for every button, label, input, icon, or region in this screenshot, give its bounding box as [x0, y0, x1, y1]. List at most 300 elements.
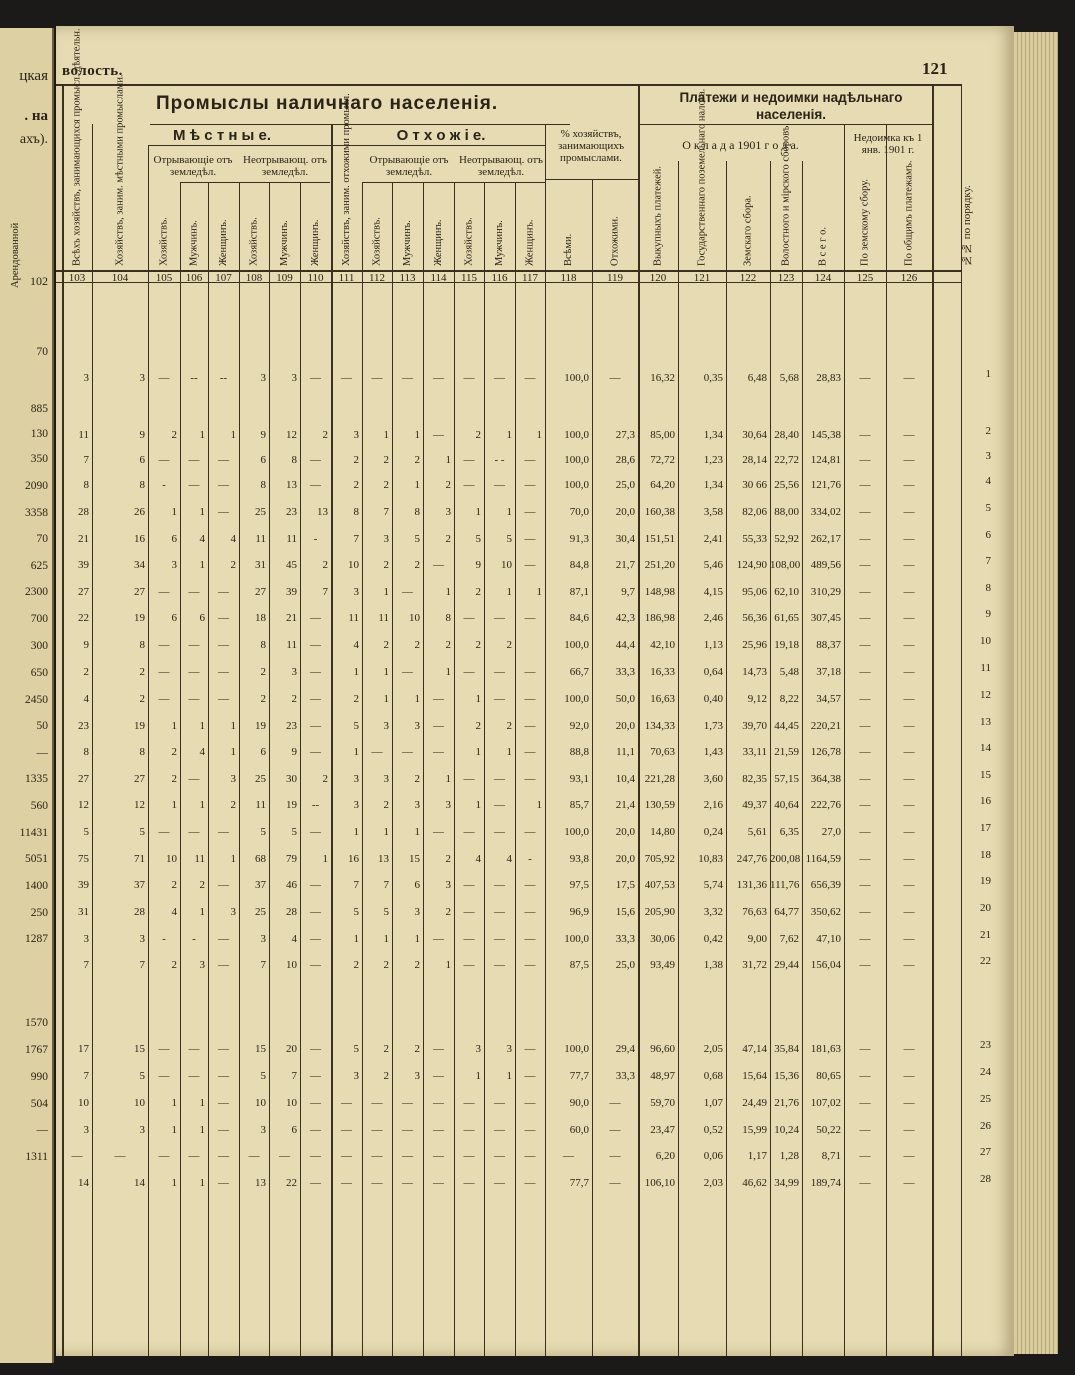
table-cell: — — [71, 1150, 83, 1162]
table-cell: — — [402, 1124, 413, 1136]
table-cell: — — [859, 533, 871, 545]
table-cell: 0,24 — [703, 826, 723, 838]
row-number: 22 — [980, 955, 991, 967]
table-cell: 15,99 — [742, 1124, 767, 1136]
table-cell: - - — [494, 454, 505, 466]
table-cell: 407,53 — [644, 879, 675, 891]
table-cell: 2 — [322, 773, 328, 785]
table-cell: — — [218, 506, 229, 518]
table-cell: — — [188, 454, 200, 466]
table-cell: 57,15 — [774, 773, 799, 785]
table-cell: 6 — [171, 612, 177, 624]
table-cell: — — [310, 454, 321, 466]
table-cell: — — [158, 1043, 170, 1055]
table-cell: 19 — [134, 612, 145, 624]
table-cell: -- — [190, 372, 198, 384]
table-row — [56, 716, 996, 734]
table-cell: — — [371, 372, 383, 384]
table-cell: 79 — [286, 853, 297, 865]
table-cell: 1,43 — [703, 746, 723, 758]
table-cell: — — [903, 586, 915, 598]
table-cell: 46 — [286, 879, 297, 891]
table-row — [56, 425, 996, 443]
row-number: 11 — [980, 662, 991, 674]
table-cell: 5,48 — [779, 666, 799, 678]
table-cell: 2 — [322, 559, 328, 571]
table-row — [56, 502, 996, 520]
table-cell: 1 — [383, 586, 389, 598]
table-cell: 21,59 — [774, 746, 799, 758]
table-cell: 1 — [445, 454, 451, 466]
table-cell: 1 — [506, 506, 512, 518]
table-cell: 39 — [78, 559, 89, 571]
title-main: Промыслы наличнаго населенія. — [156, 93, 499, 114]
table-cell: 1 — [414, 693, 420, 705]
table-cell: — — [524, 1150, 536, 1162]
column-rule — [886, 124, 887, 1356]
col-label-zhen: Женщинъ. — [218, 219, 229, 266]
table-cell: — — [433, 746, 444, 758]
local-heading: М ѣ с т н ы е. — [172, 127, 272, 144]
table-cell: 39,70 — [742, 720, 767, 732]
table-cell: — — [524, 559, 536, 571]
row-number: 20 — [980, 902, 991, 914]
table-cell: — — [494, 879, 505, 891]
table-cell: — — [859, 1150, 871, 1162]
table-cell: 1,23 — [703, 454, 723, 466]
table-cell: — — [310, 1097, 321, 1109]
table-cell: 1 — [506, 586, 512, 598]
table-cell: 8 — [139, 479, 145, 491]
table-cell: — — [158, 1150, 170, 1162]
table-cell: 52,92 — [774, 533, 799, 545]
header-rule-2 — [638, 124, 932, 125]
table-cell: 5 — [83, 826, 89, 838]
table-cell: 3 — [445, 799, 451, 811]
table-cell: 1 — [414, 429, 420, 441]
table-cell: 25,56 — [774, 479, 799, 491]
row-number: 25 — [980, 1093, 991, 1105]
table-cell: 7 — [291, 1070, 297, 1082]
table-cell: 44,45 — [774, 720, 799, 732]
table-row — [56, 368, 996, 386]
table-cell: 40,64 — [774, 799, 799, 811]
table-cell: — — [371, 1124, 383, 1136]
table-cell: — — [371, 746, 383, 758]
table-cell: 11,1 — [616, 746, 635, 758]
table-cell: 70,63 — [650, 746, 675, 758]
table-cell: 5 — [353, 1043, 359, 1055]
table-cell: 2,16 — [703, 799, 723, 811]
left-value: 1400 — [25, 880, 48, 892]
table-cell: 2 — [414, 639, 420, 651]
table-cell: 3 — [414, 720, 420, 732]
table-cell: — — [218, 479, 229, 491]
table-cell: — — [903, 1097, 915, 1109]
left-value: — — [36, 747, 48, 759]
table-cell: 251,20 — [644, 559, 675, 571]
table-cell: — — [248, 1150, 260, 1162]
table-cell: — — [609, 1177, 621, 1189]
table-cell: 9,12 — [747, 693, 767, 705]
table-cell: — — [218, 959, 229, 971]
left-value: 1570 — [25, 1017, 48, 1029]
table-cell: 1 — [171, 799, 177, 811]
column-number: 111 — [338, 272, 355, 284]
col-label-c111: Хозяйствъ, заним. отхожими промысл. — [341, 93, 352, 266]
table-cell: — — [903, 906, 915, 918]
table-cell: — — [494, 826, 505, 838]
row-number: 15 — [980, 769, 991, 781]
col-label-zhen: Женщинъ. — [433, 219, 444, 266]
table-cell: 6,20 — [655, 1150, 675, 1162]
table-cell: 13 — [317, 506, 328, 518]
table-cell: 1 — [506, 429, 512, 441]
table-cell: 7 — [353, 879, 359, 891]
table-cell: — — [371, 1150, 383, 1162]
table-cell: 0,06 — [703, 1150, 723, 1162]
table-cell: — — [310, 666, 321, 678]
table-cell: 28,14 — [742, 454, 767, 466]
table-cell: — — [218, 693, 229, 705]
table-row — [56, 955, 996, 973]
table-cell: 3 — [291, 666, 297, 678]
table-cell: - — [162, 479, 166, 491]
table-cell: 42,10 — [650, 639, 675, 651]
table-cell: — — [494, 479, 505, 491]
table-cell: 2 — [445, 906, 451, 918]
table-cell: 3 — [383, 720, 389, 732]
table-cell: 3,58 — [703, 506, 723, 518]
table-cell: 307,45 — [810, 612, 841, 624]
col-label-c122: Земскаго сбора. — [742, 195, 754, 266]
row-number: 14 — [980, 742, 991, 754]
table-cell: 14 — [78, 1177, 89, 1189]
column-number: 118 — [560, 272, 577, 284]
table-cell: 19,18 — [774, 639, 799, 651]
table-cell: 8 — [353, 506, 359, 518]
table-cell: 11 — [255, 799, 266, 811]
table-cell: 189,74 — [810, 1177, 841, 1189]
table-cell: — — [463, 372, 475, 384]
table-cell: 656,39 — [810, 879, 841, 891]
table-cell: — — [494, 773, 505, 785]
table-cell: 28 — [134, 906, 145, 918]
table-cell: 15,36 — [774, 1070, 799, 1082]
table-cell: 93,8 — [569, 853, 589, 865]
table-cell: — — [609, 1150, 621, 1162]
table-cell: 0,42 — [703, 933, 723, 945]
table-cell: — — [310, 479, 321, 491]
row-number: 19 — [980, 875, 991, 887]
col-label-hoz: Хозяйствъ. — [371, 217, 383, 266]
table-cell: — — [494, 959, 505, 971]
table-cell: — — [188, 1043, 200, 1055]
left-value: 5051 — [25, 853, 48, 865]
table-cell: 7,62 — [779, 933, 799, 945]
table-cell: 7 — [353, 533, 359, 545]
table-cell: 22 — [78, 612, 89, 624]
table-cell: 2 — [230, 799, 236, 811]
table-cell: 2 — [291, 693, 297, 705]
table-cell: — — [524, 612, 536, 624]
header-rule-1 — [150, 124, 570, 125]
table-cell: 5 — [414, 533, 420, 545]
table-cell: — — [524, 720, 536, 732]
table-cell: 2 — [171, 959, 177, 971]
table-cell: 93,49 — [650, 959, 675, 971]
table-cell: 5 — [353, 720, 359, 732]
table-cell: 1 — [171, 1124, 177, 1136]
table-cell: 22 — [286, 1177, 297, 1189]
table-cell: 20,0 — [615, 826, 635, 838]
table-cell: 1 — [506, 1070, 512, 1082]
table-cell: 2 — [353, 693, 359, 705]
table-cell: 17,5 — [615, 879, 635, 891]
table-cell: — — [310, 826, 321, 838]
table-cell: 3,60 — [703, 773, 723, 785]
table-cell: 2 — [445, 853, 451, 865]
title-right: Платежи и недоимки надѣльнаго населенія. — [679, 90, 903, 122]
local-neotryv-heading: Неотрывающ. отъ земледѣл. — [243, 154, 327, 178]
table-cell: 16,32 — [650, 372, 675, 384]
table-cell: 3 — [83, 933, 89, 945]
table-cell: 1,07 — [703, 1097, 723, 1109]
table-cell: 126,78 — [810, 746, 841, 758]
table-cell: — — [218, 1043, 229, 1055]
col-label-c123: Волостного и мірского сборовъ. — [780, 123, 792, 266]
table-cell: — — [859, 1043, 871, 1055]
table-cell: 14,80 — [650, 826, 675, 838]
table-cell: 3 — [353, 429, 359, 441]
table-cell: 2 — [445, 639, 451, 651]
table-cell: 21 — [78, 533, 89, 545]
table-cell: 2 — [171, 879, 177, 891]
table-cell: 23 — [286, 506, 297, 518]
table-cell: 10 — [78, 1097, 89, 1109]
table-cell: 20,0 — [615, 720, 635, 732]
table-cell: 350,62 — [810, 906, 841, 918]
table-cell: 3 — [291, 372, 297, 384]
local-otryv-heading: Отрывающіе отъ земледѣл. — [153, 154, 233, 178]
table-cell: 108,00 — [770, 559, 801, 571]
table-cell: — — [158, 454, 170, 466]
left-page-fragment — [0, 28, 54, 1363]
table-cell: — — [114, 1150, 126, 1162]
table-cell: — — [218, 1070, 229, 1082]
table-cell: 25,96 — [742, 639, 767, 651]
table-cell: — — [903, 1043, 915, 1055]
table-cell: 221,28 — [644, 773, 675, 785]
table-cell: — — [859, 479, 871, 491]
table-cell: 4 — [83, 693, 89, 705]
table-cell: — — [341, 1097, 352, 1109]
table-cell: 5,74 — [703, 879, 723, 891]
table-cell: 62,10 — [774, 586, 799, 598]
table-cell: 1,34 — [703, 479, 723, 491]
table-cell: 121,76 — [810, 479, 841, 491]
table-cell: 8 — [445, 612, 451, 624]
table-cell: — — [903, 506, 915, 518]
table-cell: 27,0 — [821, 826, 841, 838]
table-cell: 310,29 — [810, 586, 841, 598]
table-cell: 6 — [139, 454, 145, 466]
table-cell: 5 — [260, 1070, 266, 1082]
column-number: 109 — [276, 272, 293, 284]
table-cell: 64,77 — [774, 906, 799, 918]
table-cell: 8 — [260, 479, 266, 491]
column-number: 122 — [739, 272, 757, 284]
table-cell: 37 — [255, 879, 266, 891]
table-cell: — — [188, 773, 200, 785]
table-cell: — — [433, 1070, 444, 1082]
table-row — [56, 769, 996, 787]
table-cell: 56,36 — [742, 612, 767, 624]
table-cell: — — [524, 746, 536, 758]
table-cell: — — [859, 429, 871, 441]
table-cell: 88,37 — [816, 639, 841, 651]
table-cell: 15,64 — [742, 1070, 767, 1082]
table-cell: — — [310, 746, 321, 758]
table-cell: 2,03 — [703, 1177, 723, 1189]
column-number: 125 — [856, 272, 874, 284]
table-cell: 2 — [383, 639, 389, 651]
table-cell: - — [192, 933, 196, 945]
table-cell: 6 — [291, 1124, 297, 1136]
table-cell: — — [524, 666, 536, 678]
table-cell: — — [310, 1150, 321, 1162]
table-cell: 4 — [199, 533, 205, 545]
table-cell: 34 — [134, 559, 145, 571]
table-cell: 11 — [378, 612, 389, 624]
table-cell: 11 — [78, 429, 89, 441]
table-row — [56, 1066, 996, 1084]
table-cell: 12 — [134, 799, 145, 811]
table-cell: — — [903, 559, 915, 571]
nedoimka-heading: Недоимка къ 1 янв. 1901 г. — [853, 132, 923, 156]
pct-heading: % хозяйствъ, занимающихъ промыслами. — [557, 128, 625, 164]
table-cell: 2 — [475, 586, 481, 598]
table-cell: 27 — [78, 586, 89, 598]
table-cell: 7 — [83, 454, 89, 466]
left-value: 560 — [30, 800, 48, 812]
table-cell: 0,40 — [703, 693, 723, 705]
table-cell: 222,76 — [810, 799, 841, 811]
left-heading-1: цкая — [19, 68, 48, 84]
table-cell: — — [859, 1070, 871, 1082]
row-number: 12 — [980, 689, 991, 701]
table-cell: 93,1 — [569, 773, 589, 785]
table-cell: 2 — [383, 479, 389, 491]
header-rule-3 — [148, 145, 546, 146]
table-cell: 8,22 — [779, 693, 799, 705]
table-cell: — — [903, 879, 915, 891]
table-cell: 16,63 — [650, 693, 675, 705]
table-cell: 16,33 — [650, 666, 675, 678]
table-cell: 48,97 — [650, 1070, 675, 1082]
table-cell: 8,71 — [821, 1150, 841, 1162]
table-row — [56, 608, 996, 626]
table-cell: 8 — [260, 639, 266, 651]
table-cell: - — [313, 533, 318, 545]
left-value: — — [36, 1124, 48, 1136]
table-cell: 15,6 — [615, 906, 635, 918]
table-cell: — — [903, 1150, 915, 1162]
row-number: 9 — [985, 608, 991, 620]
table-cell: 2 — [383, 454, 389, 466]
table-cell: 3 — [414, 906, 420, 918]
table-cell: — — [433, 372, 444, 384]
table-cell: 2 — [171, 746, 177, 758]
table-cell: — — [859, 720, 871, 732]
table-cell: 37 — [134, 879, 145, 891]
table-cell: — — [218, 454, 229, 466]
table-cell: — — [433, 1177, 444, 1189]
table-cell: 27 — [134, 586, 145, 598]
table-cell: — — [218, 586, 229, 598]
table-cell: 1 — [383, 933, 389, 945]
table-cell: — — [402, 1097, 413, 1109]
row-number: 3 — [985, 450, 991, 462]
row-number: 7 — [985, 555, 991, 567]
table-cell: -- — [311, 799, 320, 811]
table-row — [56, 475, 996, 493]
table-cell: 2 — [445, 479, 451, 491]
table-cell: 10,4 — [615, 773, 635, 785]
left-value: 504 — [30, 1098, 48, 1110]
table-cell: — — [463, 1150, 475, 1162]
table-cell: 24,49 — [742, 1097, 767, 1109]
table-cell: — — [310, 639, 321, 651]
left-value: 2300 — [25, 586, 48, 598]
header-rule-4 — [180, 182, 330, 183]
table-cell: 2 — [475, 720, 481, 732]
table-cell: 2 — [475, 429, 481, 441]
table-cell: — — [903, 429, 915, 441]
table-cell: 100,0 — [564, 372, 589, 384]
table-cell: 1 — [353, 826, 359, 838]
table-cell: 106,10 — [644, 1177, 675, 1189]
table-cell: 3 — [475, 1043, 481, 1055]
table-cell: 2 — [383, 559, 389, 571]
table-cell: — — [310, 612, 321, 624]
table-cell: 25 — [255, 906, 266, 918]
otkh-otryv-heading: Отрывающіе отъ земледѣл. — [369, 154, 449, 178]
left-value: 3358 — [25, 507, 48, 519]
table-cell: — — [524, 906, 536, 918]
table-cell: 1 — [475, 506, 481, 518]
table-cell: — — [859, 454, 871, 466]
column-number: 115 — [460, 272, 478, 284]
table-cell: 25 — [255, 506, 266, 518]
table-row — [56, 902, 996, 920]
column-number: 124 — [814, 272, 832, 284]
table-cell: 5 — [475, 533, 481, 545]
table-cell: 3 — [506, 1043, 512, 1055]
table-cell: 31 — [255, 559, 266, 571]
table-cell: 100,0 — [564, 429, 589, 441]
left-value: 1287 — [25, 933, 48, 945]
table-cell: 247,76 — [736, 853, 767, 865]
table-cell: 11 — [348, 612, 359, 624]
table-cell: — — [494, 1177, 505, 1189]
table-cell: 23 — [286, 720, 297, 732]
table-cell: — — [494, 1097, 505, 1109]
table-cell: 68 — [255, 853, 266, 865]
table-cell: — — [903, 1070, 915, 1082]
table-cell: 28,40 — [774, 429, 799, 441]
table-cell: — — [433, 559, 444, 571]
